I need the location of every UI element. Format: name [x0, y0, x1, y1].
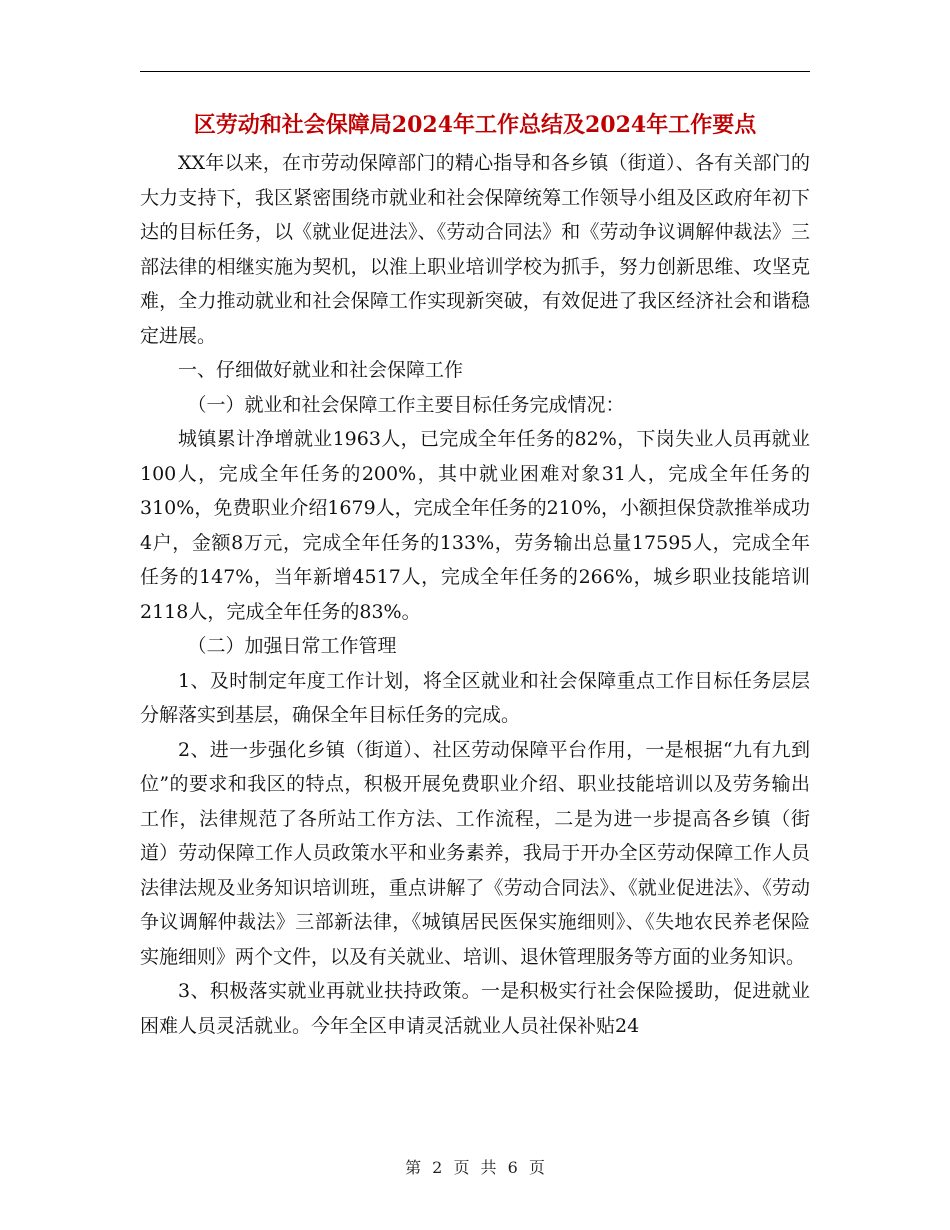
paragraph-intro: XX年以来，在市劳动保障部门的精心指导和各乡镇（街道）、各有关部门的大力支持下，我区紧密围绕市就业和社会保障统筹工作领导小组及区政府年初下达的目标任务，以《就业促进法》、《劳动合同法》和《劳动争议调解仲裁法》三部法律的相继实施为契机，以淮上职业培训学校为抓手，努力创新思维、攻坚克难，全力推动就业和社会保障工作实现新突破，有效促进了我区经济社会和谐稳定进展。: [140, 152, 810, 347]
subsection-heading-1: （一）就业和社会保障工作主要目标任务完成情况：: [187, 393, 625, 416]
paragraph-item-2: 2、进一步强化乡镇（街道）、社区劳动保障平台作用，一是根据“九有九到位”的要求和我区的特点，积极开展免费职业介绍、职业技能培训以及劳务输出工作，法律规范了各所站工作方法、工作流程，二是为进一步提高各乡镇（街道）劳动保障工作人员政策水平和业务素养，我局于开办全区劳动保障工作人员法律法规及业务知识培训班，重点讲解了《劳动合同法》、《就业促进法》、《劳动争议调解仲裁法》三部新法律，《城镇居民医保实施细则》、《失地农民养老保险实施细则》两个文件，以及有关就业、培训、退休管理服务等方面的业务知识。: [140, 738, 810, 968]
paragraph-statistics: 城镇累计净增就业1963人，已完成全年任务的82%，下岗失业人员再就业100人，完成全年任务的200%，其中就业困难对象31人，完成全年任务的310%，免费职业介绍1679人，完成全年任务的210%，小额担保贷款推举成功4户，金额8万元，完成全年任务的133%，劳务输出总量17595人，完成全年任务的147%，当年新增4517人，完成全年任务的266%，城乡职业技能培训2118人，完成全年任务的83%。: [140, 428, 810, 623]
document-body: [140, 146, 810, 1043]
section-heading-1: 一、仔细做好就业和社会保障工作: [178, 359, 464, 381]
subsection-heading-2: （二）加强日常工作管理: [187, 635, 397, 657]
paragraph-item-3: 3、积极落实就业再就业扶持政策。一是积极实行社会保险援助，促进就业困难人员灵活就业。今年全区申请灵活就业人员社保补贴24: [140, 980, 810, 1037]
page-number: 第 2 页 共 6 页: [405, 1158, 545, 1177]
paragraph-item-1: 1、及时制定年度工作计划，将全区就业和社会保障重点工作目标任务层层分解落实到基层，确保全年目标任务的完成。: [140, 669, 810, 726]
document-title: 区劳动和社会保障局2024年工作总结及2024年工作要点: [193, 112, 757, 138]
header-rule: [140, 71, 810, 72]
